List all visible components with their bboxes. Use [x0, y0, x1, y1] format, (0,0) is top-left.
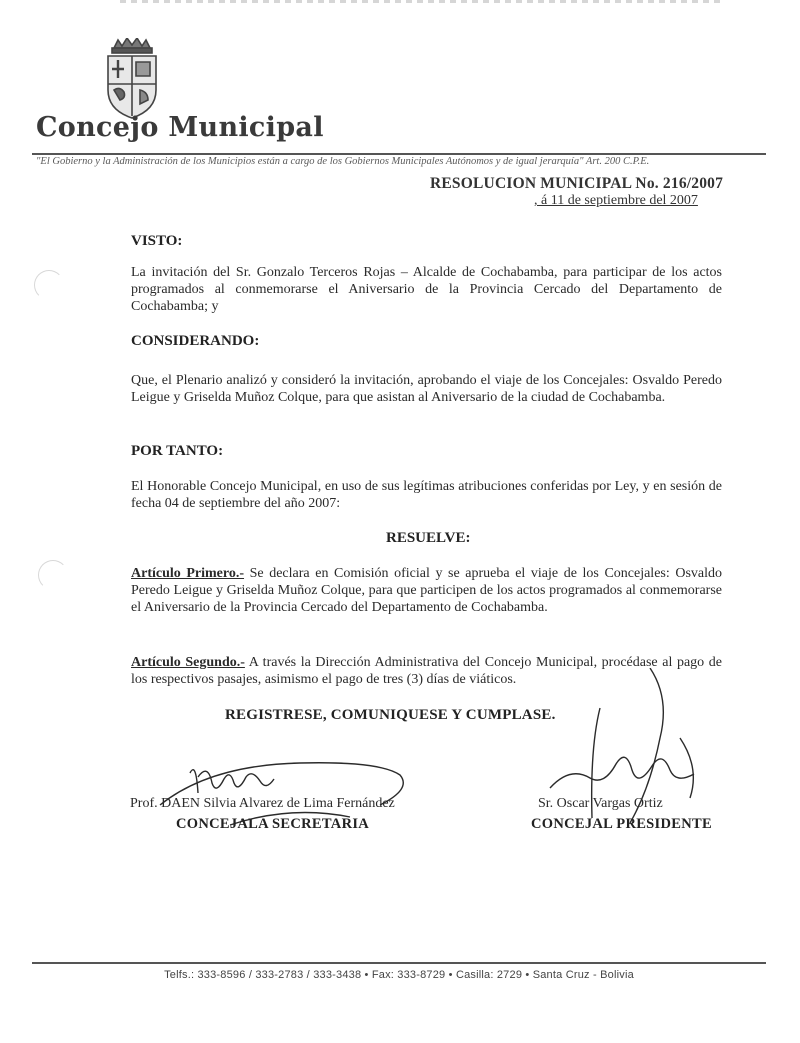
closing-statement: REGISTRESE, COMUNIQUESE Y CUMPLASE.: [225, 707, 556, 723]
por-tanto-text: El Honorable Concejo Municipal, en uso de sus legítimas atribuciones conferidas por Ley, y en sesión de fecha 04 de septiembre del año 2007:: [131, 479, 722, 511]
municipal-crest-icon: [100, 38, 164, 120]
resuelve-heading: RESUELVE:: [386, 530, 471, 546]
considerando-text: Que, el Plenario analizó y consideró la invitación, aprobando el viaje de los Concejales: Osvaldo Peredo Leigue y Griselda Muñoz Colque, para que asistan al Aniversario de la ciudad de Cochabamba.: [131, 373, 722, 405]
scan-edge-artifact: [120, 0, 720, 3]
footer-contact: Telfs.: 333-8596 / 333-2783 / 333-3438 • Fax: 333-8729 • Casilla: 2729 • Santa Cruz - Bolivia: [164, 969, 634, 981]
signatory-left-name: Prof. DAEN Silvia Alvarez de Lima Fernández: [130, 796, 395, 811]
visto-text: La invitación del Sr. Gonzalo Terceros Rojas – Alcalde de Cochabamba, para participar de los actos programados al conmemorarse el Aniversario de la Provincia Cercado del Departamento de Cochabamba; y: [131, 265, 722, 314]
signatory-right-title: CONCEJAL PRESIDENTE: [531, 816, 712, 832]
article-first-label: Artículo Primero.-: [131, 566, 245, 581]
footer-divider: [32, 962, 766, 964]
punch-hole: [34, 270, 64, 300]
header-divider: [32, 153, 766, 155]
resolution-date: , á 11 de septiembre del 2007: [534, 193, 698, 208]
article-first-text: Se declara en Comisión oficial y se aprueba el viaje de los Concejales: Osvaldo Peredo Leigue y Griselda Muñoz Colque, para que participen de los actos programados al conmemorarse el Aniversario de la Provincia Cercado del Departamento de Cochabamba.: [131, 566, 723, 615]
por-tanto-heading: POR TANTO:: [131, 443, 224, 459]
article-first: [131, 565, 722, 616]
resolution-number: RESOLUCION MUNICIPAL No. 216/2007: [430, 175, 724, 192]
punch-hole: [38, 560, 68, 590]
visto-heading: VISTO:: [131, 233, 183, 249]
article-second-label: Artículo Segundo.-: [131, 655, 245, 670]
article-second-text: A través la Dirección Administrativa del Concejo Municipal, procédase al pago de los respectivos pasajes, asimismo el pago de tres (3) días de viáticos.: [131, 655, 722, 687]
signatory-left-title: CONCEJALA SECRETARIA: [176, 816, 370, 832]
org-name: Concejo Municipal: [36, 112, 324, 143]
considerando-heading: CONSIDERANDO:: [131, 333, 260, 349]
signatory-right-name: Sr. Oscar Vargas Ortiz: [538, 796, 663, 811]
header-motto: "El Gobierno y la Administración de los Municipios están a cargo de los Gobiernos Municipales Autónomos y de igual jerarquía" Art. 200 C.P.E.: [36, 156, 650, 167]
